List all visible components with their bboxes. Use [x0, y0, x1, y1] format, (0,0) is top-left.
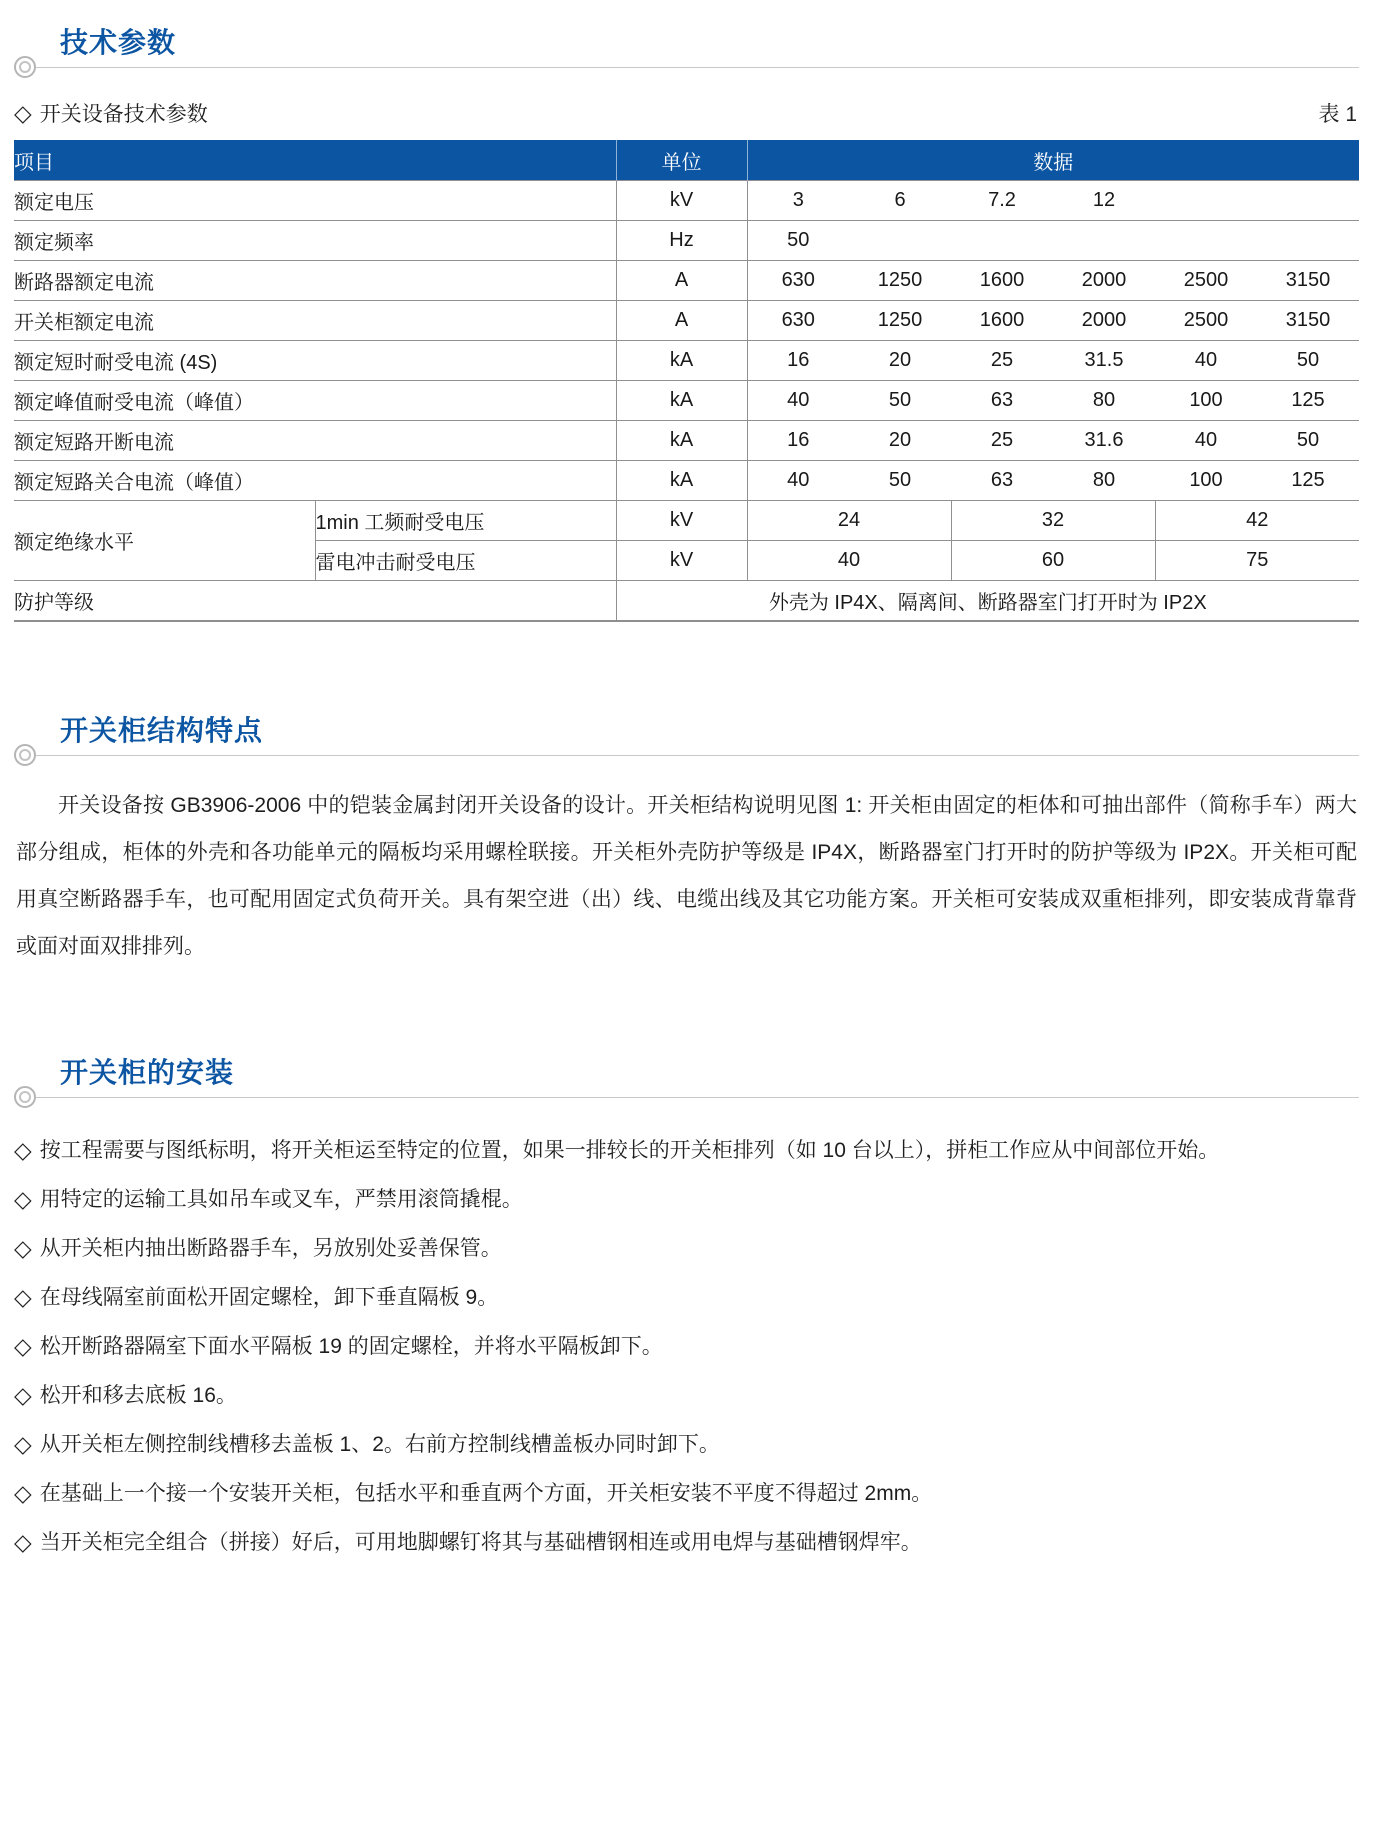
cell-value: 1250: [849, 301, 951, 341]
structure-paragraph: 开关设备按 GB3906-2006 中的铠装金属封闭开关设备的设计。开关柜结构说明见图 1: 开关柜由固定的柜体和可抽出部件（简称手车）两大部分组成，柜体的外壳和各功能单元的隔板均采用螺栓联接。开关柜外壳防护等级是 IP4X，断路器室门打开时的防护等级为 IP2X。开关柜可配用真空断路器手车，也可配用固定式负荷开关。具有架空进（出）线、电缆出线及其它功能方案。开关柜可安装成双重柜排列，即安装成背靠背或面对面双排排列。: [16, 794, 1357, 958]
row-label: 开关柜额定电流: [14, 301, 616, 341]
cell-value: 40: [747, 461, 849, 501]
install-step: [14, 1420, 1359, 1469]
cell-value: [1257, 221, 1359, 261]
table-row-protection-degree: [14, 581, 1359, 622]
install-step-text: 松开和移去底板 16。: [39, 1384, 237, 1407]
table-row-breaking-current: [14, 421, 1359, 461]
cell-value: 50: [747, 221, 849, 261]
section-header-install: [14, 1056, 1359, 1110]
cell-value: 100: [1155, 461, 1257, 501]
diamond-bullet-icon: ◇: [14, 100, 32, 126]
cell-value: 2500: [1155, 261, 1257, 301]
table-caption: [14, 98, 208, 128]
cell-value: 40: [747, 381, 849, 421]
cell-value: 2500: [1155, 301, 1257, 341]
row-label: 防护等级: [14, 581, 616, 622]
cell-value: 32: [951, 501, 1155, 541]
diamond-bullet-icon: ◇: [14, 1284, 32, 1310]
cell-value: 125: [1257, 461, 1359, 501]
install-step-text: 从开关柜内抽出断路器手车，另放别处妥善保管。: [39, 1237, 502, 1260]
table-number-label: 表 1: [1318, 103, 1357, 126]
cell-value: 31.5: [1053, 341, 1155, 381]
table-row-rated-voltage: [14, 181, 1359, 221]
section-header-tech-params: [14, 26, 1359, 80]
row-unit: A: [616, 261, 747, 301]
row-label: 额定短路开断电流: [14, 421, 616, 461]
cell-value: 50: [849, 461, 951, 501]
install-step-text: 当开关柜完全组合（拼接）好后，可用地脚螺钉将其与基础槽钢相连或用电焊与基础槽钢焊牢。: [39, 1531, 922, 1554]
install-step: [14, 1371, 1359, 1420]
cell-value: 75: [1155, 541, 1359, 581]
row-label: 断路器额定电流: [14, 261, 616, 301]
cell-value: [951, 221, 1053, 261]
cell-value: 42: [1155, 501, 1359, 541]
section-header-structure: [14, 714, 1359, 768]
ring-decoration-icon: [14, 1086, 36, 1108]
cell-value: 3: [747, 181, 849, 221]
cell-value: 16: [747, 421, 849, 461]
row-label: 额定短时耐受电流 (4S): [14, 341, 616, 381]
cell-value: 60: [951, 541, 1155, 581]
tech-params-table: [14, 140, 1359, 622]
install-step: [14, 1273, 1359, 1322]
diamond-bullet-icon: ◇: [14, 1431, 32, 1457]
cell-value: 630: [747, 301, 849, 341]
cell-value: [1053, 221, 1155, 261]
row-label-insulation-level: 额定绝缘水平: [14, 501, 315, 581]
cell-value: 3150: [1257, 261, 1359, 301]
diamond-bullet-icon: ◇: [14, 1235, 32, 1261]
install-step-text: 从开关柜左侧控制线槽移去盖板 1、2。右前方控制线槽盖板办同时卸下。: [39, 1433, 720, 1456]
install-step: [14, 1469, 1359, 1518]
cell-value: [849, 221, 951, 261]
rule-line: [36, 1097, 1359, 1098]
cell-value: 63: [951, 461, 1053, 501]
cell-value: 31.6: [1053, 421, 1155, 461]
row-unit: kA: [616, 381, 747, 421]
ring-decoration-icon: [14, 744, 36, 766]
column-header-unit: 单位: [616, 140, 747, 181]
cell-value: 25: [951, 341, 1053, 381]
ring-decoration-icon: [14, 56, 36, 78]
table-row-insulation-power-frequency: [14, 501, 1359, 541]
row-label: 额定频率: [14, 221, 616, 261]
table-caption-label: 开关设备技术参数: [39, 103, 208, 126]
row-unit: kA: [616, 421, 747, 461]
table-row-rated-frequency: [14, 221, 1359, 261]
cell-value: 630: [747, 261, 849, 301]
row-unit: kV: [616, 541, 747, 581]
diamond-bullet-icon: ◇: [14, 1480, 32, 1506]
row-label: 额定峰值耐受电流（峰值）: [14, 381, 616, 421]
cell-value: [1257, 181, 1359, 221]
row-unit: Hz: [616, 221, 747, 261]
cell-value: 2000: [1053, 301, 1155, 341]
cell-value: 1600: [951, 301, 1053, 341]
row-unit: kV: [616, 501, 747, 541]
diamond-bullet-icon: ◇: [14, 1137, 32, 1163]
cell-value: 6: [849, 181, 951, 221]
cell-value: 24: [747, 501, 951, 541]
cell-value: 25: [951, 421, 1053, 461]
install-step-text: 在基础上一个接一个安装开关柜，包括水平和垂直两个方面，开关柜安装不平度不得超过 2mm。: [39, 1482, 933, 1505]
cell-value: 63: [951, 381, 1053, 421]
table-row-making-current: [14, 461, 1359, 501]
cell-value: [1155, 181, 1257, 221]
rule-line: [36, 755, 1359, 756]
diamond-bullet-icon: ◇: [14, 1382, 32, 1408]
table-row-cabinet-rated-current: [14, 301, 1359, 341]
install-step: [14, 1518, 1359, 1567]
cell-value: 50: [1257, 421, 1359, 461]
table-caption-row: [14, 98, 1359, 128]
diamond-bullet-icon: ◇: [14, 1186, 32, 1212]
row-unit: kA: [616, 461, 747, 501]
diamond-bullet-icon: ◇: [14, 1529, 32, 1555]
install-step: [14, 1322, 1359, 1371]
install-step-text: 用特定的运输工具如吊车或叉车，严禁用滚筒撬棍。: [39, 1188, 523, 1211]
rule-line: [36, 67, 1359, 68]
install-step: [14, 1126, 1359, 1175]
install-step-text: 在母线隔室前面松开固定螺栓，卸下垂直隔板 9。: [39, 1286, 499, 1309]
cell-value: 80: [1053, 381, 1155, 421]
cell-value: 16: [747, 341, 849, 381]
cell-value: 50: [1257, 341, 1359, 381]
cell-value: 20: [849, 341, 951, 381]
cell-value: 2000: [1053, 261, 1155, 301]
cell-value: 7.2: [951, 181, 1053, 221]
install-steps-list: [14, 1126, 1359, 1567]
table-row-peak-withstand: [14, 381, 1359, 421]
cell-value: 50: [849, 381, 951, 421]
table-row-short-time-withstand: [14, 341, 1359, 381]
table-row-breaker-rated-current: [14, 261, 1359, 301]
column-header-item: 项目: [14, 140, 616, 181]
cell-value: 12: [1053, 181, 1155, 221]
cell-value: 100: [1155, 381, 1257, 421]
row-unit: kA: [616, 341, 747, 381]
cell-value: 1250: [849, 261, 951, 301]
cell-value: [1155, 221, 1257, 261]
row-unit: kV: [616, 181, 747, 221]
cell-value: 1600: [951, 261, 1053, 301]
install-step-text: 按工程需要与图纸标明，将开关柜运至特定的位置，如果一排较长的开关柜排列（如 10 台以上），拼柜工作应从中间部位开始。: [39, 1139, 1220, 1162]
row-label: 额定短路关合电流（峰值）: [14, 461, 616, 501]
cell-value: 20: [849, 421, 951, 461]
row-unit: A: [616, 301, 747, 341]
install-step: [14, 1175, 1359, 1224]
section-rule: [14, 54, 1359, 80]
section-title: 技术参数: [60, 27, 177, 58]
section-title: 开关柜结构特点: [60, 715, 264, 746]
diamond-bullet-icon: ◇: [14, 1333, 32, 1359]
row-sublabel: 1min 工频耐受电压: [315, 501, 616, 541]
protection-degree-value: 外壳为 IP4X、隔离间、断路器室门打开时为 IP2X: [616, 581, 1359, 622]
table-header-row: [14, 140, 1359, 181]
cell-value: 125: [1257, 381, 1359, 421]
row-label: 额定电压: [14, 181, 616, 221]
install-step-text: 松开断路器隔室下面水平隔板 19 的固定螺栓，并将水平隔板卸下。: [39, 1335, 663, 1358]
cell-value: 3150: [1257, 301, 1359, 341]
install-step: [14, 1224, 1359, 1273]
cell-value: 40: [747, 541, 951, 581]
column-header-data: 数据: [747, 140, 1359, 181]
section-title: 开关柜的安装: [60, 1057, 235, 1088]
cell-value: 40: [1155, 341, 1257, 381]
row-sublabel: 雷电冲击耐受电压: [315, 541, 616, 581]
cell-value: 40: [1155, 421, 1257, 461]
cell-value: 80: [1053, 461, 1155, 501]
